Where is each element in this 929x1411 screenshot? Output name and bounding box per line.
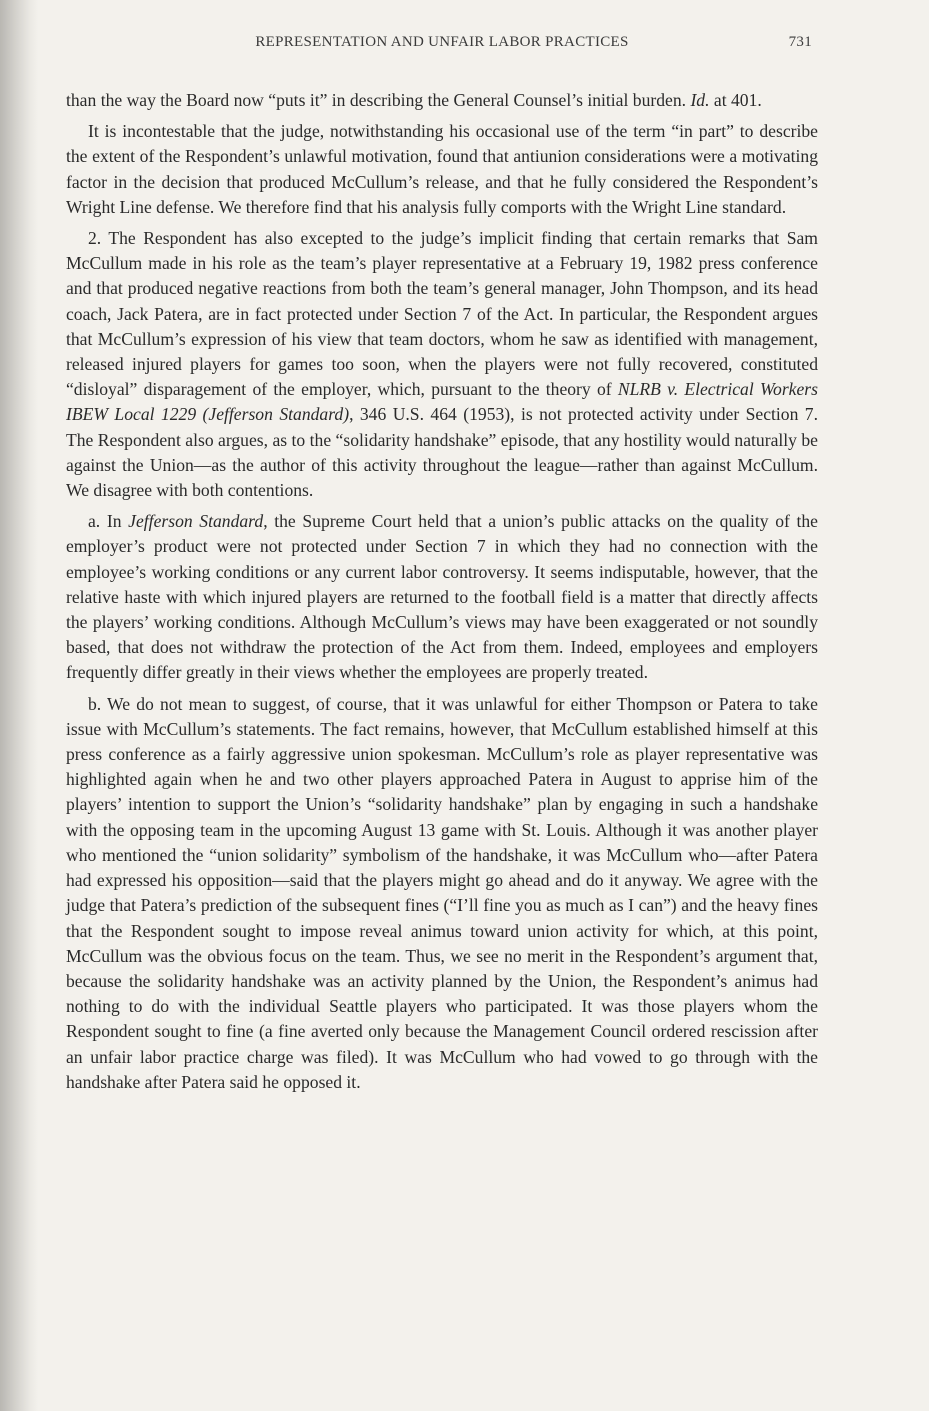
paragraph-b-solidarity-handshake — [66, 692, 818, 1095]
page-number: 731 — [788, 34, 812, 50]
text-run: at 401. — [709, 90, 762, 110]
book-page — [66, 30, 818, 1101]
paragraph-a-jefferson-standard — [66, 509, 818, 685]
text-run: than the way the Board now “puts it” in describing the General Counsel’s initial burden. — [66, 90, 691, 110]
text-run: b. We do not mean to suggest, of course, that it was unlawful for either Thompson or Patera to take issue with McCullum’s statements. The fact remains, however, that McCullum established himself at this press conference as a fairly aggressive union spokesman. McCullum’s role as player representative was highlighted again when he and two other players approached Patera in August to apprise him of the players’ intention to support the Union’s “solidarity handshake” plan by engaging in such a handshake with the opposing team in the upcoming August 13 game with St. Louis. Although it was another player who mentioned the “union solidarity” symbolism of the handshake, it was McCullum who—after Patera had expressed his opposition—said that the players might go ahead and do it anyway. We agree with the judge that Patera’s prediction of the subsequent fines (“I’ll fine you as much as I can”) and the heavy fines that the Respondent sought to impose reveal animus toward union activity for which, at this point, McCullum was the obvious focus on the team. Thus, we see no merit in the Respondent’s argument that, because the solidarity handshake was an activity planned by the Union, the Respondent’s animus had nothing to do with the individual Seattle players who participated. It was those players whom the Respondent sought to fine (a fine averted only because the Management Council ordered rescission after an unfair labor practice charge was filed). It was McCullum who had vowed to go through with the handshake after Patera said he opposed it. — [66, 693, 818, 1092]
text-run: , 346 U.S. 464 (1953), is not protected activity under Section 7. The Respondent also argues, as to the “solidarity handshake” episode, that any hostility would naturally be against the Union—as the author of this activity throughout the league—rather than against McCullum. We disagree with both contentions. — [66, 404, 818, 501]
italic-text-run: NLRB v. Electrical Workers IBEW Local 1229 (Jefferson Standard) — [66, 379, 818, 425]
text-run: 2. The Respondent has also excepted to the judge’s implicit finding that certain remarks that Sam McCullum made in his role as the team’s player representative at a February 19, 1982 press conference and that produced negative reactions from both the team’s general manager, John Thompson, and its head coach, Jack Patera, are in fact protected under Section 7 of the Act. In particular, the Respondent argues that McCullum’s expression of his view that team doctors, whom he saw as identified with management, released injured players for games too soon, when the players were not fully recovered, constituted “disloyal” disparagement of the employer, which, pursuant to the theory of — [66, 228, 818, 400]
italic-text-run: Id. — [690, 90, 710, 110]
italic-text-run: Jefferson Standard — [128, 511, 264, 532]
paragraph-2-exceptions — [66, 226, 818, 503]
body-text — [66, 88, 818, 1095]
binding-gutter-shadow — [0, 0, 38, 1411]
text-run: , the Supreme Court held that a union’s public attacks on the quality of the employer’s product were not protected under Section 7 in which they had no connection with the employee’s working conditions or any current labor controversy. It seems indisputable, however, that the relative haste with which injured players are returned to the football field is a matter that directly affects the players’ working conditions. Although McCullum’s views may have been exaggerated or not soundly based, that does not withdraw the protection of the Act from them. Indeed, employees and employers frequently differ greatly in their views whether the employees are properly treated. — [66, 511, 818, 683]
text-run: a. In — [88, 511, 129, 532]
paragraph-continuation — [66, 88, 818, 113]
text-run: It is incontestable that the judge, notwithstanding his occasional use of the term “in part” to describe the extent of the Respondent’s unlawful motivation, found that antiunion considerations were a motivating factor in the decision that produced McCullum’s release, and that he fully considered the Respondent’s Wright Line defense. We therefore find that his analysis fully comports with the Wright Line standard. — [66, 121, 818, 217]
paragraph-incontestable — [66, 119, 818, 220]
running-head — [66, 30, 818, 56]
running-head-title: REPRESENTATION AND UNFAIR LABOR PRACTICES — [255, 34, 629, 50]
